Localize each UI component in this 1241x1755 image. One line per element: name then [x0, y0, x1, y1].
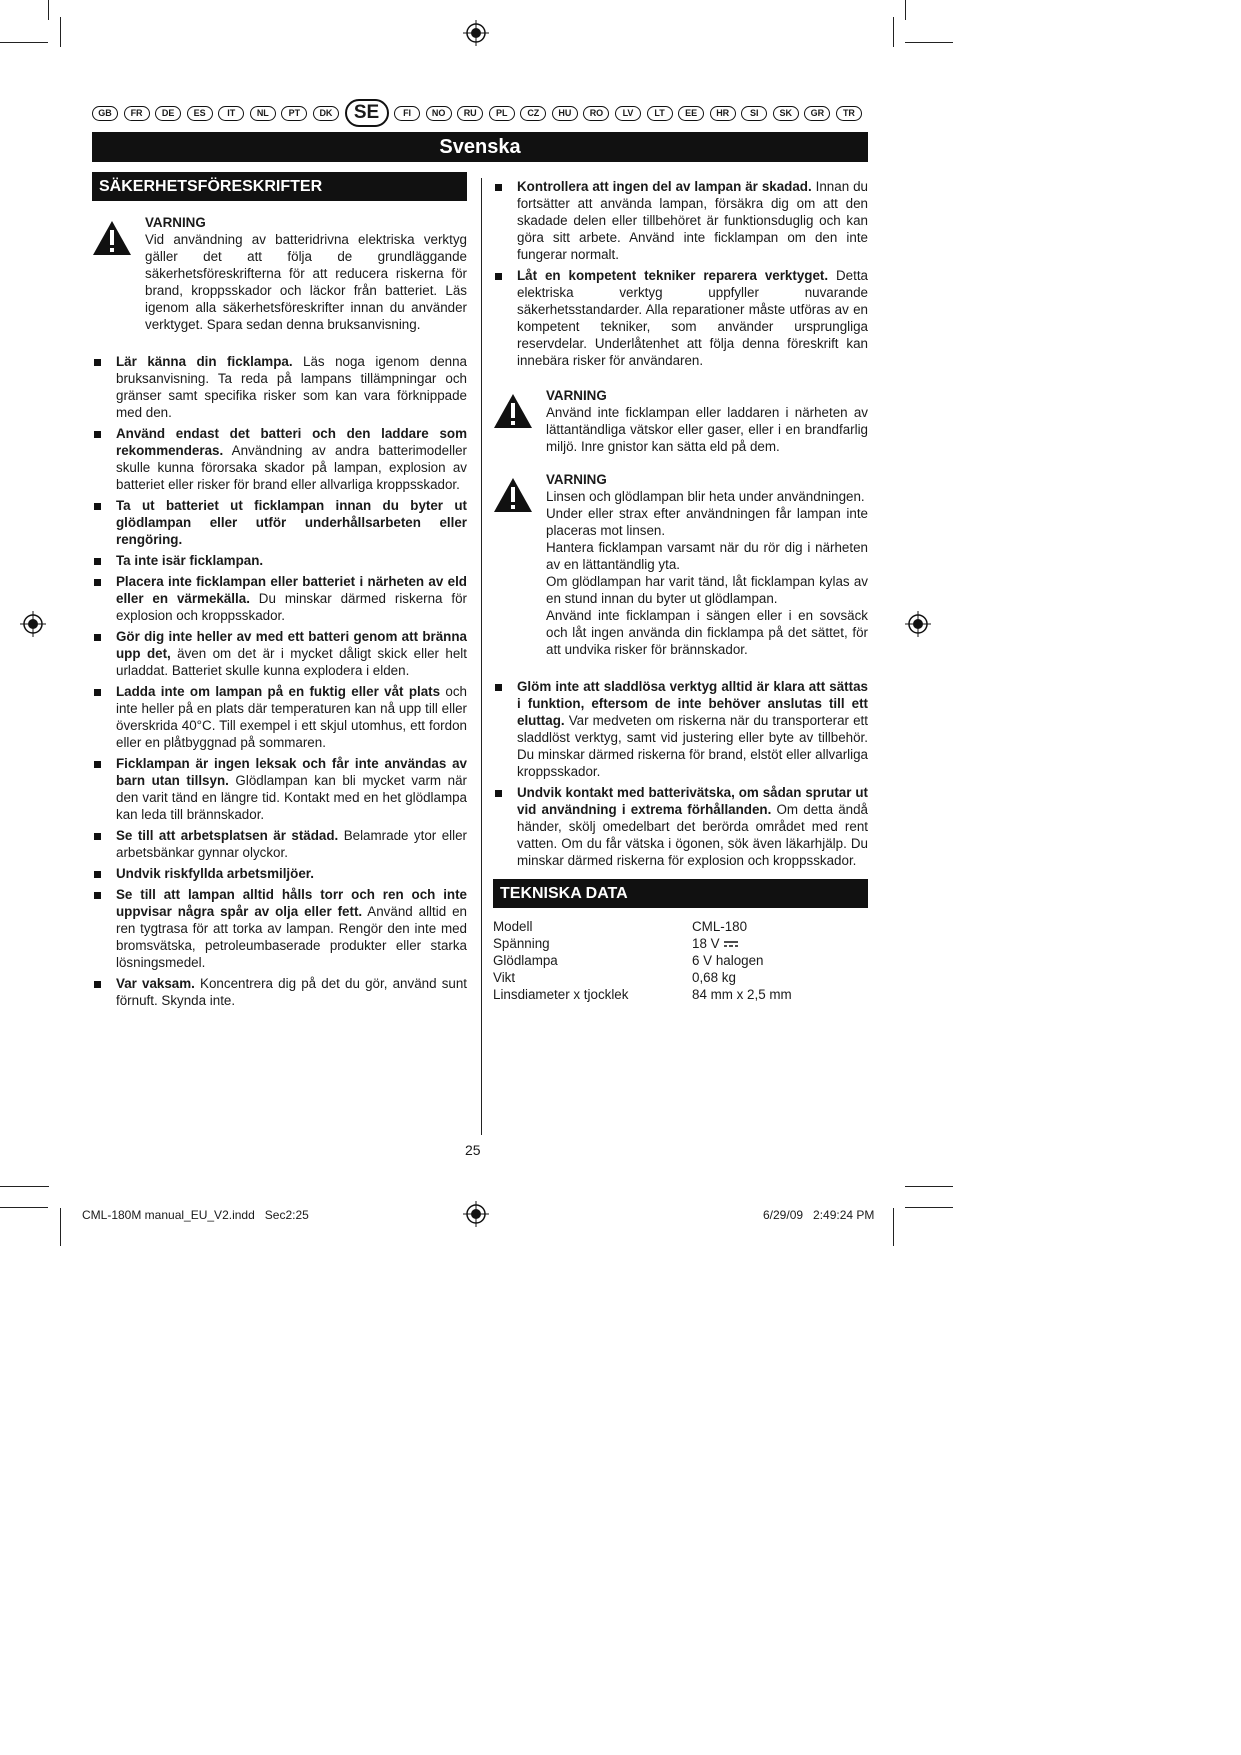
registration-mark-icon: [463, 1201, 489, 1227]
crop-mark: [60, 1208, 61, 1246]
list-item: Placera inte ficklampan eller batteriet i närheten av eld eller en värmekälla. Du minskar därmed riskerna för explosion och kroppsskador.: [92, 573, 467, 624]
warning-triangle-icon: [92, 220, 132, 256]
list-item: Glöm inte att sladdlösa verktyg alltid är klara att sättas i funktion, eftersom de inte behöver anslutas till ett eluttag. Var medveten om riskerna när du transporterar ett sladdlöst verktyg, samt vid justering eller byte av tillbehör. Du minskar därmed riskerna för brand, elstöt eller allvarliga kroppsskador.: [493, 678, 868, 780]
lang-pill: EE: [678, 106, 704, 121]
safety-heading: SÄKERHETSFÖRESKRIFTER: [92, 172, 467, 201]
lang-pill: RO: [583, 106, 609, 121]
lang-pill: DK: [313, 106, 339, 121]
dc-symbol-icon: [723, 939, 739, 949]
lang-pill: SI: [741, 106, 767, 121]
crop-mark: [48, 1186, 49, 1187]
warning-triangle-icon: [493, 393, 533, 429]
list-item: Lär känna din ficklampa. Läs noga igenom denna bruksanvisning. Ta reda på lampans tillämpningar och gränser samt specifika risker som kan vara förknippade med den.: [92, 353, 467, 421]
lang-pill: FR: [124, 106, 150, 121]
footer-date: 6/29/09 2:49:24 PM: [763, 1208, 875, 1222]
warning-block: [92, 214, 467, 333]
safety-list-right-bottom: [493, 678, 868, 869]
warning-title: VARNING: [546, 388, 607, 403]
list-item: Var vaksam. Koncentrera dig på det du gör, använd sunt förnuft. Skynda inte.: [92, 975, 467, 1009]
lang-pill-active: SE: [345, 99, 389, 127]
page-number: 25: [465, 1142, 481, 1158]
list-item: Undvik kontakt med batterivätska, om sådan sprutar ut vid användning i extrema förhållanden. Om detta ändå händer, skölj omedelbart det berörda området med rent vatten. Om du får vätska i ögonen, sök även läkarhjälp. Du minskar därmed riskerna för explosion och kroppsskador.: [493, 784, 868, 869]
warning-text: Vid användning av batteridrivna elektriska verktyg gäller det att följa de grundläggande säkerhetsföreskrifterna för att reducera riskerna för brand, kroppsskador och läckor från batteriet. Läs igenom alla säkerhetsföreskrifter innan du använder verktyget. Spara sedan denna bruksanvisning.: [145, 232, 467, 332]
page-title: Svenska: [92, 132, 868, 162]
tech-row: Modell CML-180: [493, 919, 748, 934]
crop-mark: [893, 17, 894, 47]
list-item: Kontrollera att ingen del av lampan är skadad. Innan du fortsätter att använda lampan, försäkra dig om att den skadade delen eller tillbehöret är funktionsduglig och kan göra sitt arbete. Använd inte ficklampan om den inte fungerar normalt.: [493, 178, 868, 263]
crop-mark: [905, 1207, 953, 1208]
list-item: Ta ut batteriet ut ficklampan innan du byter ut glödlampan eller utför underhållsarbeten eller rengöring.: [92, 497, 467, 548]
lang-pill: NL: [250, 106, 276, 121]
left-column: [92, 214, 467, 1013]
tech-table: [493, 918, 868, 1003]
lang-pill: GR: [804, 106, 830, 121]
crop-mark: [60, 17, 61, 47]
safety-list-right-top: [493, 178, 868, 369]
warning-title: VARNING: [546, 472, 607, 487]
safety-list-left: [92, 353, 467, 1009]
lang-pill: SK: [773, 106, 799, 121]
crop-mark: [0, 42, 48, 43]
lang-pill: RU: [457, 106, 483, 121]
crop-mark: [905, 42, 953, 43]
lang-pill: LT: [647, 106, 673, 121]
tech-heading: TEKNISKA DATA: [493, 879, 868, 908]
warning-line: Linsen och glödlampan blir heta under användningen.: [546, 489, 865, 504]
crop-mark: [905, 1186, 953, 1187]
lang-pill: CZ: [520, 106, 546, 121]
list-item: Undvik riskfyllda arbetsmiljöer.: [92, 865, 467, 882]
lang-pill: PL: [489, 106, 515, 121]
crop-mark: [893, 1208, 894, 1246]
crop-mark: [0, 1186, 48, 1187]
warning-line: Använd inte ficklampan i sängen eller i en sovsäck och låt ingen använda din ficklampa på det sättet, för att undvika risker för brännskador.: [546, 608, 868, 657]
lang-pill: ES: [187, 106, 213, 121]
warning-line: Om glödlampan har varit tänd, låt ficklampan kylas av en stund innan du byter ut glödlampan.: [546, 574, 868, 606]
footer-file: CML-180M manual_EU_V2.indd Sec2:25: [82, 1208, 309, 1222]
registration-mark-icon: [463, 20, 489, 46]
lang-pill: GB: [92, 106, 118, 121]
warning-block-flammable: [493, 387, 868, 455]
lang-pill: DE: [155, 106, 181, 121]
lang-pill: PT: [281, 106, 307, 121]
tech-row: Linsdiameter x tjocklek 84 mm x 2,5 mm: [493, 987, 792, 1002]
tech-row: Vikt 0,68 kg: [493, 970, 736, 985]
lang-pill: LV: [615, 106, 641, 121]
list-item: Gör dig inte heller av med ett batteri genom att bränna upp det, även om det är i mycket dåligt skick eller helt urladdat. Batteriet skulle kunna explodera i elden.: [92, 628, 467, 679]
crop-mark: [0, 1207, 48, 1208]
list-item: Låt en kompetent tekniker reparera verktyget. Detta elektriska verktyg uppfyller nuvarande säkerhetsstandarder. Alla reparationer måste utföras av en kompetent tekniker, som använder ursprungliga reservdelar. Underlåtenhet att följa denna föreskrift kan innebära risker för användaren.: [493, 267, 868, 369]
list-item: Ficklampan är ingen leksak och får inte användas av barn utan tillsyn. Glödlampan kan bli mycket varm när den varit tänd en längre tid. Kontakt med en het glödlampa kan leda till brännskador.: [92, 755, 467, 823]
warning-triangle-icon: [493, 477, 533, 513]
lang-pill: IT: [218, 106, 244, 121]
lang-pill: NO: [426, 106, 452, 121]
right-column: [493, 178, 868, 1003]
registration-mark-icon: [905, 611, 931, 637]
list-item: Använd endast det batteri och den laddare som rekommenderas. Användning av andra batterimodeller skulle kunna förorsaka skador på lampan, explosion av batteriet eller risker för brand eller allvarliga kroppsskador.: [92, 425, 467, 493]
lang-pill: HR: [710, 106, 736, 121]
list-item: Ladda inte om lampan på en fuktig eller våt plats och inte heller på en plats där temperaturen kan nå upp till eller överskrida 40°C. Till exempel i ett skjul utomhus, ett fordon eller en plåtbyggnad på sommaren.: [92, 683, 467, 751]
language-selector: [92, 103, 862, 123]
tech-row: Glödlampa 6 V halogen: [493, 953, 764, 968]
lang-pill: FI: [394, 106, 420, 121]
warning-block-heat: [493, 471, 868, 658]
column-divider: [481, 178, 482, 1135]
list-item: Ta inte isär ficklampan.: [92, 552, 467, 569]
registration-mark-icon: [20, 611, 46, 637]
lang-pill: HU: [552, 106, 578, 121]
crop-mark: [48, 0, 49, 20]
tech-row: Spänning 18 V: [493, 935, 868, 952]
warning-line: Under eller strax efter användningen får lampan inte placeras mot linsen.: [546, 506, 868, 538]
warning-text: Använd inte ficklampan eller laddaren i närheten av lättantändliga vätskor eller gaser, eller i en brandfarlig miljö. Inre gnistor kan sätta eld på dem.: [546, 405, 868, 454]
warning-title: VARNING: [145, 215, 206, 230]
lang-pill: TR: [836, 106, 862, 121]
list-item: Se till att lampan alltid hålls torr och ren och inte uppvisar några spår av olja eller fett. Använd alltid en ren tygtrasa för att torka av lampan. Rengör den inte med bromsvätska, petroleumbaserade produkter eller starka lösningsmedel.: [92, 886, 467, 971]
warning-line: Hantera ficklampan varsamt när du rör dig i närheten av en lättantändlig yta.: [546, 540, 868, 572]
list-item: Se till att arbetsplatsen är städad. Belamrade ytor eller arbetsbänkar gynnar olyckor.: [92, 827, 467, 861]
crop-mark: [905, 0, 906, 20]
